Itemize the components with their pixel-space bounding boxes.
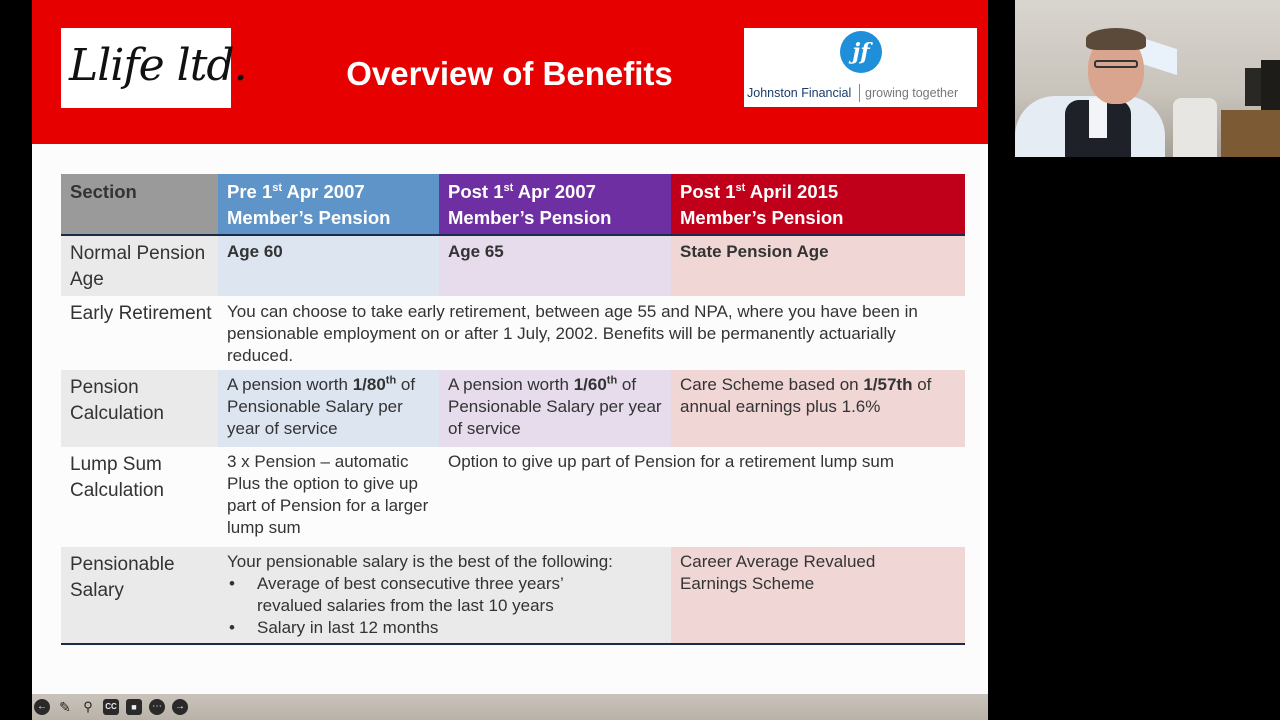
cell-npa-post-2015: State Pension Age: [671, 236, 965, 296]
pensionable-salary-bullet: • Salary in last 12 months: [227, 617, 631, 639]
webcam-picture-frame: [1261, 60, 1280, 114]
slide-title: Overview of Benefits: [346, 55, 673, 92]
header-pre-2007-rest: Apr 2007: [282, 181, 365, 202]
cell-pcalc-pre-2007: [218, 370, 439, 447]
cell-pcalc-post-2007: [439, 370, 671, 447]
webcam-chair: [1173, 98, 1217, 157]
row-label-lump-sum: Lump Sum Calculation: [61, 447, 218, 547]
pen-icon[interactable]: ✎: [59, 699, 71, 715]
header-pre-2007-line2: Member’s Pension: [227, 207, 391, 228]
header-post-2007-sup: st: [503, 181, 514, 194]
life-ltd-logo-text: Llife ltd.: [69, 40, 247, 91]
more-icon[interactable]: ⋯: [149, 699, 165, 715]
table-bottom-rule: [61, 643, 965, 645]
header-post-2015: [671, 174, 965, 234]
header-post-2007-rest: Apr 2007: [513, 181, 596, 202]
webcam-bookshelf: [1221, 110, 1280, 157]
zoom-icon[interactable]: ⚲: [83, 699, 93, 714]
header-pre-2007-sup: st: [272, 181, 283, 194]
row-label-early-retirement: Early Retirement: [61, 296, 218, 370]
pensionable-salary-bullets: [227, 573, 631, 639]
row-label-pension-calculation: Pension Calculation: [61, 370, 218, 447]
row-label-pensionable-salary: Pensionable Salary: [61, 547, 218, 643]
header-post-2015-line2: Member’s Pension: [680, 207, 844, 228]
pcalc-post-2015-fraction: 1/57th: [863, 375, 913, 394]
pcalc-pre-2007-a: A pension worth: [227, 375, 353, 394]
camera-icon[interactable]: ■: [126, 699, 142, 715]
johnston-financial-logo: [744, 28, 977, 107]
webcam-presenter-hair: [1086, 28, 1146, 50]
webcam-feed: [1015, 0, 1280, 157]
cell-lump-sum-post: Option to give up part of Pension for a retirement lump sum: [439, 447, 965, 547]
pcalc-pre-2007-sup: th: [385, 374, 397, 387]
benefits-table: [61, 174, 965, 645]
cell-pensionable-salary-post-2015: Career Average Revalued Earnings Scheme: [671, 547, 965, 643]
cell-early-retirement: You can choose to take early retirement, between age 55 and NPA, where you have been in pensionable employment on or after 1 July, 2002. Benefits will be permanently actuarially reduced.: [218, 296, 965, 370]
captions-icon[interactable]: CC: [103, 699, 119, 715]
back-arrow-icon[interactable]: ←: [34, 699, 50, 715]
cell-pcalc-post-2015: [671, 370, 965, 447]
pcalc-post-2007-a: A pension worth: [448, 375, 574, 394]
presentation-toolbar: [32, 694, 988, 720]
webcam-presenter-glasses: [1094, 60, 1138, 68]
header-post-2015-sup: st: [735, 181, 746, 194]
header-pre-2007-prefix: Pre 1: [227, 181, 273, 202]
jf-logo-mark: jf: [840, 31, 882, 73]
header-post-2015-rest: April 2015: [745, 181, 839, 202]
cell-npa-post-2007: Age 65: [439, 236, 671, 296]
cell-pensionable-salary-pre: [218, 547, 671, 643]
slide: [32, 0, 988, 694]
pcalc-pre-2007-c: of Pensionable Salary per year of service: [227, 375, 416, 438]
pcalc-post-2007-fraction: 1/60: [573, 375, 607, 394]
pensionable-salary-bullet: • Average of best consecutive three years’ revalued salaries from the last 10 years: [227, 573, 631, 617]
row-label-normal-pension-age: Normal Pension Age: [61, 236, 218, 296]
header-post-2007: [439, 174, 671, 234]
header-section-label: Section: [70, 181, 137, 202]
cell-npa-pre-2007: Age 60: [218, 236, 439, 296]
logo-tagline: growing together: [865, 86, 959, 100]
webcam-picture-frame: [1245, 68, 1261, 106]
header-post-2015-prefix: Post 1: [680, 181, 736, 202]
forward-arrow-icon[interactable]: →: [172, 699, 188, 715]
pcalc-pre-2007-fraction: 1/80: [352, 375, 386, 394]
header-section: [61, 174, 218, 234]
pensionable-salary-intro: Your pensionable salary is the best of the following:: [227, 552, 613, 571]
pcalc-post-2007-sup: th: [606, 374, 618, 387]
webcam-presenter-shirt: [1089, 98, 1107, 138]
header-post-2007-line2: Member’s Pension: [448, 207, 612, 228]
cell-lump-sum-pre-2007: 3 x Pension – automatic Plus the option to give up part of Pension for a larger lump sum: [218, 447, 439, 547]
pcalc-post-2007-c: of Pensionable Salary per year of service: [448, 375, 662, 438]
logo-divider: [859, 84, 860, 102]
logo-company-name: Johnston Financial: [747, 86, 852, 100]
header-post-2007-prefix: Post 1: [448, 181, 504, 202]
slide-header: [32, 0, 988, 144]
pcalc-post-2015-c: of annual earnings plus 1.6%: [680, 375, 932, 416]
pcalc-post-2015-a: Care Scheme based on: [680, 375, 864, 394]
life-ltd-logo: [61, 28, 247, 108]
header-pre-2007: [218, 174, 439, 234]
